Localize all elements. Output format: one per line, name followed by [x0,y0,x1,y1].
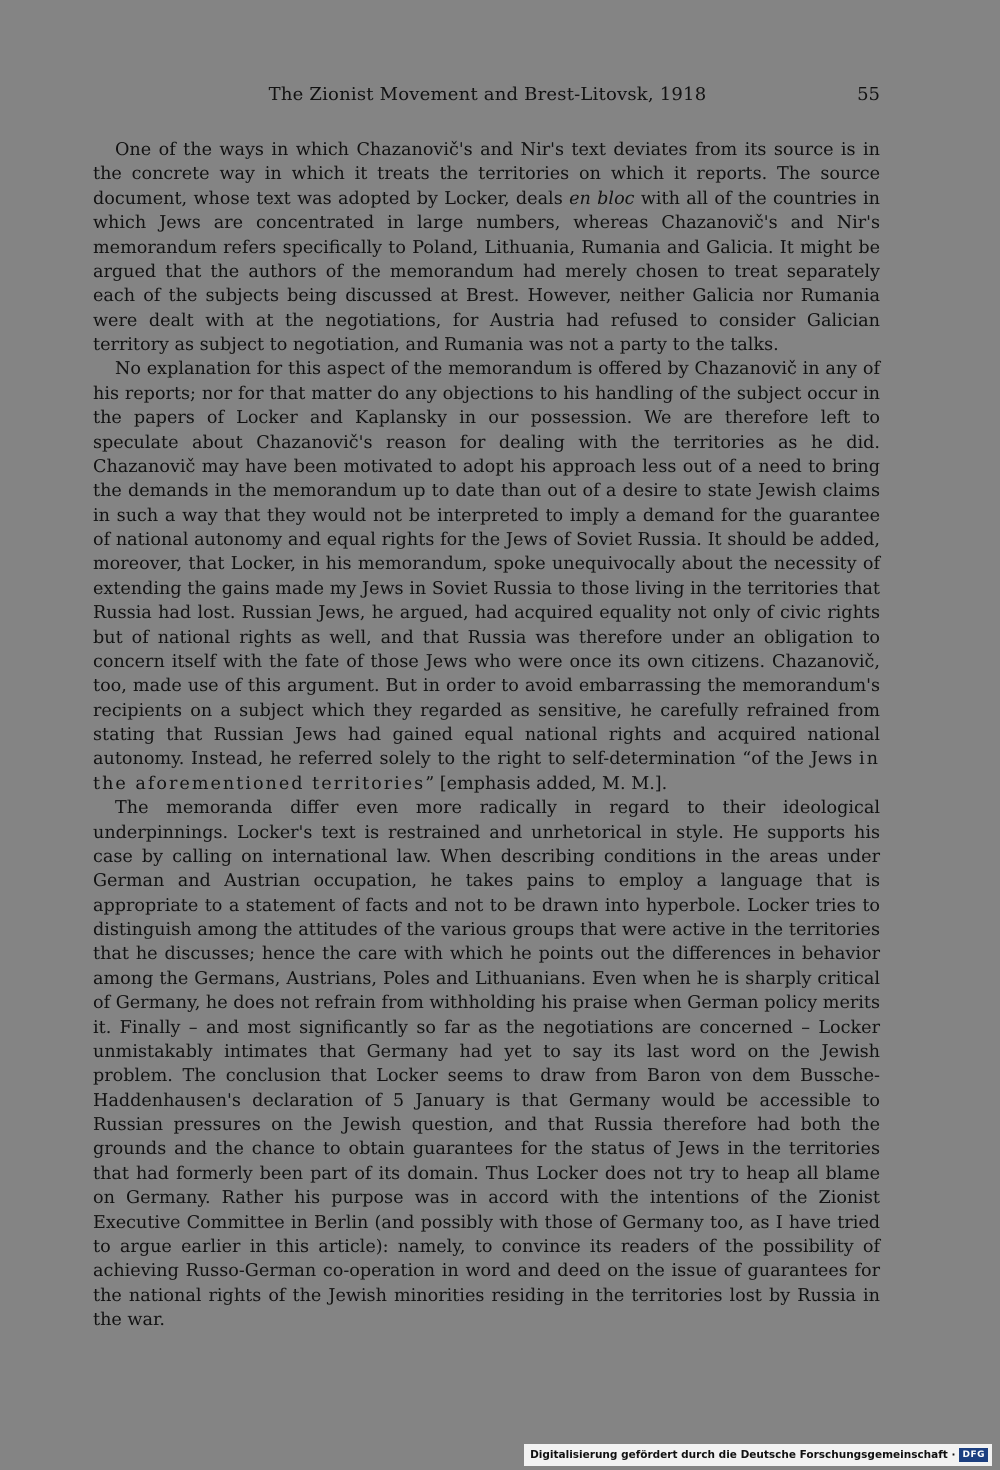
paragraph-2-text-a: No explanation for this aspect of the memorandum is offered by Chazanovič in any of his reports; nor for that matter do any objections to his handling of the subject occur in the papers of Locker and Kaplansky in our possession. We are therefore left to speculate about Chazanovič's reason for dealing with the territories as he did. Chazanovič may have been motivated to adopt his approach less out of a need to bring the demands in the memorandum up to date than out of a desire to state Jewish claims in such a way that they would not be interpreted to imply a demand for the guarantee of national autonomy and equal rights for the Jews of Soviet Russia. It should be added, moreover, that Locker, in his memorandum, spoke unequivocally about the necessity of extending the gains made my Jews in Soviet Russia to those living in the territories that Russia had lost. Russian Jews, he argued, had acquired equality not only of civic rights but of national rights as well, and that Russia was therefore under an obligation to concern itself with the fate of those Jews who were once its own citizens. Chazanovič, too, made use of this argument. But in order to avoid embarrassing the memorandum's recipients on a subject which they regarded as sensitive, he carefully refrained from stating that Russian Jews had gained equal national rights and acquired national autonomy. Instead, he referred solely to the right to self-determination “of the Jews [93,359,880,770]
paragraph-2-emphasized-phrase: in the aforementioned territories [93,749,880,794]
paragraph-1 [93,138,880,357]
paragraph-2-text-c: ” [emphasis added, M. M.]. [425,773,668,794]
running-title: The Zionist Movement and Brest-Litovsk, 1918 [268,84,707,105]
footer-credit-text: Digitalisierung gefördert durch die Deutsche Forschungsgemeinschaft · [530,1449,956,1461]
paragraph-1-text-a: One of the ways in which Chazanovič's and Nir's text deviates from its source is in the concrete way in which it treats the territories on which it reports. The source document, whose text was adopted by Locker, deals [93,140,880,209]
paragraph-2 [93,357,880,796]
dfg-logo: DFG [959,1448,988,1462]
page-header [95,84,880,110]
paragraph-1-italic-phrase: en bloc [569,188,635,209]
body-text [93,138,880,1332]
footer-credit [524,1444,992,1466]
paragraph-1-text-c: with all of the countries in which Jews are concentrated in large numbers, whereas Chazanovič's and Nir's memorandum refers specifically to Poland, Lithuania, Rumania and Galicia. It might be argued that the authors of the memorandum had merely chosen to treat separately each of the subjects being discussed at Brest. However, neither Galicia nor Rumania were dealt with at the negotiations, for Austria had refused to consider Galician territory as subject to negotiation, and Rumania was not a party to the talks. [93,188,880,355]
page-number: 55 [857,84,880,105]
paragraph-3: The memoranda differ even more radically in regard to their ideological underpinnings. Locker's text is restrained and unrhetorical in style. He supports his case by calling on international law. When describing conditions in the areas under German and Austrian occupation, he takes pains to employ a language that is appropriate to a statement of facts and not to be drawn into hyperbole. Locker tries to distinguish among the attitudes of the various groups that were active in the territories that he discusses; hence the care with which he points out the differences in behavior among the Germans, Austrians, Poles and Lithuanians. Even when he is sharply critical of Germany, he does not refrain from withholding his praise when German policy merits it. Finally – and most significantly so far as the negotiations are concerned – Locker unmistakably intimates that Germany had yet to say its last word on the Jewish problem. The conclusion that Locker seems to draw from Baron von dem Bussche-Haddenhausen's declaration of 5 January is that Germany would be accessible to Russian pressures on the Jewish question, and that Russia therefore had both the grounds and the chance to obtain guarantees for the status of Jews in the territories that had formerly been part of its domain. Thus Locker does not try to heap all blame on Germany. Rather his purpose was in accord with the intentions of the Zionist Executive Committee in Berlin (and possibly with those of Germany too, as I have tried to argue earlier in this article): namely, to convince its readers of the possibility of achieving Russo-German co-operation in word and deed on the issue of guarantees for the national rights of the Jewish minorities residing in the territories lost by Russia in the war. [93,798,880,1330]
